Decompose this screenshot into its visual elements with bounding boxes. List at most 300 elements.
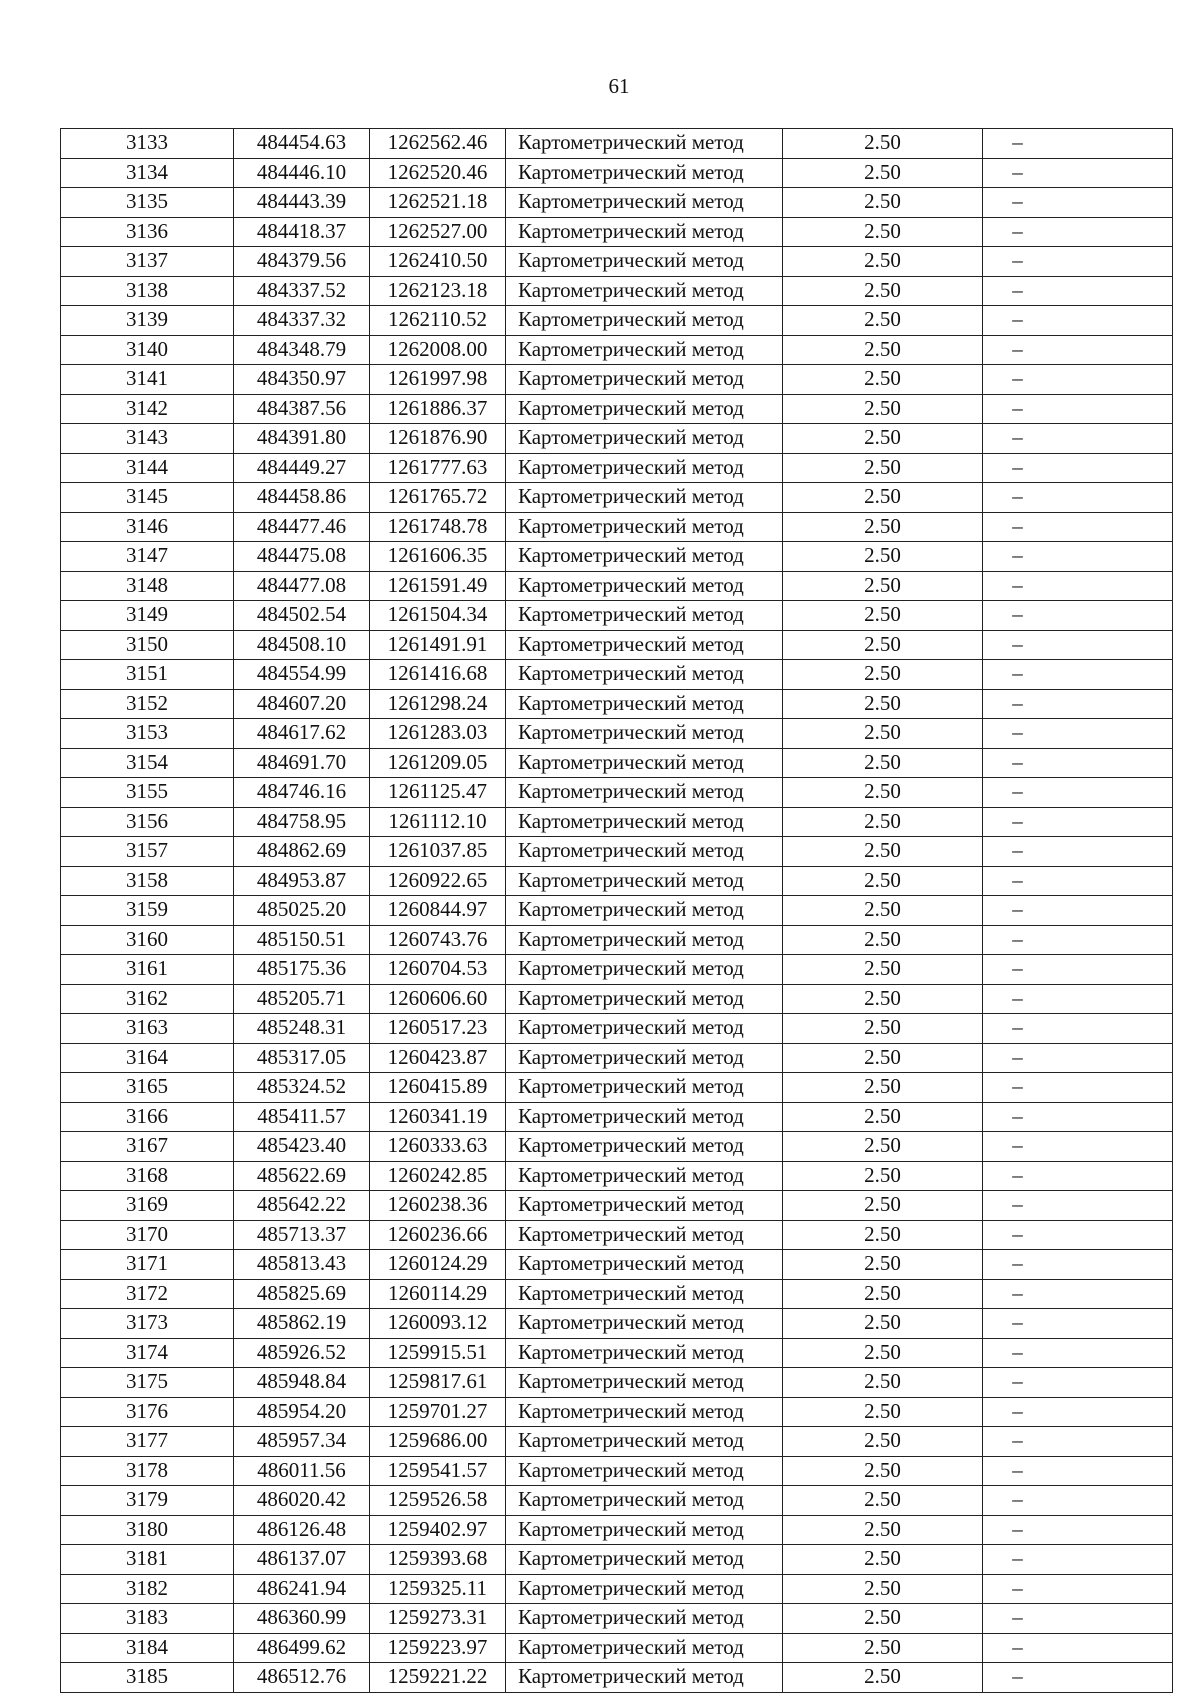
point-number-cell: 3158	[61, 866, 234, 896]
point-number-cell: 3145	[61, 483, 234, 513]
y-coordinate-cell: 1259223.97	[370, 1633, 506, 1663]
method-cell: Картометрический метод	[506, 837, 783, 867]
note-cell: –	[983, 1073, 1173, 1103]
point-number-cell: 3168	[61, 1161, 234, 1191]
table-row	[61, 1161, 1173, 1191]
method-cell: Картометрический метод	[506, 984, 783, 1014]
accuracy-cell: 2.50	[783, 158, 983, 188]
note-cell: –	[983, 1014, 1173, 1044]
note-cell: –	[983, 1545, 1173, 1575]
x-coordinate-cell: 484454.63	[234, 129, 370, 159]
point-number-cell: 3180	[61, 1515, 234, 1545]
table-row	[61, 335, 1173, 365]
x-coordinate-cell: 484391.80	[234, 424, 370, 454]
coordinates-table	[60, 128, 1173, 1693]
x-coordinate-cell: 484554.99	[234, 660, 370, 690]
method-cell: Картометрический метод	[506, 217, 783, 247]
y-coordinate-cell: 1260517.23	[370, 1014, 506, 1044]
note-cell: –	[983, 1663, 1173, 1693]
table-row	[61, 217, 1173, 247]
method-cell: Картометрический метод	[506, 1633, 783, 1663]
y-coordinate-cell: 1262008.00	[370, 335, 506, 365]
table-row	[61, 1545, 1173, 1575]
x-coordinate-cell: 485317.05	[234, 1043, 370, 1073]
method-cell: Картометрический метод	[506, 748, 783, 778]
point-number-cell: 3136	[61, 217, 234, 247]
table-row	[61, 1338, 1173, 1368]
method-cell: Картометрический метод	[506, 719, 783, 749]
note-cell: –	[983, 1338, 1173, 1368]
y-coordinate-cell: 1262527.00	[370, 217, 506, 247]
point-number-cell: 3165	[61, 1073, 234, 1103]
note-cell: –	[983, 1427, 1173, 1457]
note-cell: –	[983, 1279, 1173, 1309]
y-coordinate-cell: 1260743.76	[370, 925, 506, 955]
point-number-cell: 3166	[61, 1102, 234, 1132]
x-coordinate-cell: 484337.52	[234, 276, 370, 306]
accuracy-cell: 2.50	[783, 955, 983, 985]
point-number-cell: 3143	[61, 424, 234, 454]
y-coordinate-cell: 1261876.90	[370, 424, 506, 454]
accuracy-cell: 2.50	[783, 129, 983, 159]
method-cell: Картометрический метод	[506, 807, 783, 837]
x-coordinate-cell: 486499.62	[234, 1633, 370, 1663]
x-coordinate-cell: 485175.36	[234, 955, 370, 985]
accuracy-cell: 2.50	[783, 512, 983, 542]
point-number-cell: 3147	[61, 542, 234, 572]
y-coordinate-cell: 1262410.50	[370, 247, 506, 277]
note-cell: –	[983, 748, 1173, 778]
x-coordinate-cell: 486137.07	[234, 1545, 370, 1575]
method-cell: Картометрический метод	[506, 925, 783, 955]
table-row	[61, 837, 1173, 867]
table-row	[61, 453, 1173, 483]
accuracy-cell: 2.50	[783, 571, 983, 601]
note-cell: –	[983, 925, 1173, 955]
table-row	[61, 601, 1173, 631]
y-coordinate-cell: 1261606.35	[370, 542, 506, 572]
table-row	[61, 188, 1173, 218]
accuracy-cell: 2.50	[783, 1220, 983, 1250]
x-coordinate-cell: 485423.40	[234, 1132, 370, 1162]
point-number-cell: 3178	[61, 1456, 234, 1486]
point-number-cell: 3171	[61, 1250, 234, 1280]
table-row	[61, 483, 1173, 513]
method-cell: Картометрический метод	[506, 955, 783, 985]
note-cell: –	[983, 276, 1173, 306]
method-cell: Картометрический метод	[506, 1220, 783, 1250]
note-cell: –	[983, 542, 1173, 572]
note-cell: –	[983, 837, 1173, 867]
point-number-cell: 3172	[61, 1279, 234, 1309]
method-cell: Картометрический метод	[506, 542, 783, 572]
x-coordinate-cell: 485713.37	[234, 1220, 370, 1250]
accuracy-cell: 2.50	[783, 335, 983, 365]
note-cell: –	[983, 424, 1173, 454]
accuracy-cell: 2.50	[783, 601, 983, 631]
x-coordinate-cell: 485411.57	[234, 1102, 370, 1132]
note-cell: –	[983, 512, 1173, 542]
note-cell: –	[983, 217, 1173, 247]
table-row	[61, 1220, 1173, 1250]
table-row	[61, 1043, 1173, 1073]
method-cell: Картометрический метод	[506, 247, 783, 277]
y-coordinate-cell: 1261777.63	[370, 453, 506, 483]
point-number-cell: 3134	[61, 158, 234, 188]
table-row	[61, 748, 1173, 778]
accuracy-cell: 2.50	[783, 778, 983, 808]
method-cell: Картометрический метод	[506, 1604, 783, 1634]
point-number-cell: 3142	[61, 394, 234, 424]
y-coordinate-cell: 1260341.19	[370, 1102, 506, 1132]
method-cell: Картометрический метод	[506, 1338, 783, 1368]
table-row	[61, 955, 1173, 985]
method-cell: Картометрический метод	[506, 129, 783, 159]
y-coordinate-cell: 1261765.72	[370, 483, 506, 513]
accuracy-cell: 2.50	[783, 276, 983, 306]
method-cell: Картометрический метод	[506, 1132, 783, 1162]
y-coordinate-cell: 1259686.00	[370, 1427, 506, 1457]
point-number-cell: 3169	[61, 1191, 234, 1221]
point-number-cell: 3184	[61, 1633, 234, 1663]
y-coordinate-cell: 1261298.24	[370, 689, 506, 719]
method-cell: Картометрический метод	[506, 424, 783, 454]
table-row	[61, 1663, 1173, 1693]
y-coordinate-cell: 1260844.97	[370, 896, 506, 926]
x-coordinate-cell: 484502.54	[234, 601, 370, 631]
y-coordinate-cell: 1259325.11	[370, 1574, 506, 1604]
accuracy-cell: 2.50	[783, 866, 983, 896]
x-coordinate-cell: 486512.76	[234, 1663, 370, 1693]
x-coordinate-cell: 484862.69	[234, 837, 370, 867]
y-coordinate-cell: 1260238.36	[370, 1191, 506, 1221]
table-row	[61, 1279, 1173, 1309]
method-cell: Картометрический метод	[506, 276, 783, 306]
method-cell: Картометрический метод	[506, 1014, 783, 1044]
point-number-cell: 3175	[61, 1368, 234, 1398]
accuracy-cell: 2.50	[783, 1250, 983, 1280]
accuracy-cell: 2.50	[783, 1073, 983, 1103]
point-number-cell: 3183	[61, 1604, 234, 1634]
method-cell: Картометрический метод	[506, 483, 783, 513]
method-cell: Картометрический метод	[506, 571, 783, 601]
method-cell: Картометрический метод	[506, 1191, 783, 1221]
y-coordinate-cell: 1259817.61	[370, 1368, 506, 1398]
note-cell: –	[983, 1486, 1173, 1516]
note-cell: –	[983, 247, 1173, 277]
point-number-cell: 3174	[61, 1338, 234, 1368]
accuracy-cell: 2.50	[783, 1014, 983, 1044]
note-cell: –	[983, 1309, 1173, 1339]
y-coordinate-cell: 1260922.65	[370, 866, 506, 896]
accuracy-cell: 2.50	[783, 896, 983, 926]
x-coordinate-cell: 484446.10	[234, 158, 370, 188]
table-row	[61, 1073, 1173, 1103]
accuracy-cell: 2.50	[783, 719, 983, 749]
accuracy-cell: 2.50	[783, 925, 983, 955]
y-coordinate-cell: 1260333.63	[370, 1132, 506, 1162]
y-coordinate-cell: 1262562.46	[370, 129, 506, 159]
x-coordinate-cell: 484746.16	[234, 778, 370, 808]
note-cell: –	[983, 1456, 1173, 1486]
note-cell: –	[983, 719, 1173, 749]
accuracy-cell: 2.50	[783, 1309, 983, 1339]
method-cell: Картометрический метод	[506, 1250, 783, 1280]
method-cell: Картометрический метод	[506, 1102, 783, 1132]
y-coordinate-cell: 1259541.57	[370, 1456, 506, 1486]
point-number-cell: 3144	[61, 453, 234, 483]
note-cell: –	[983, 306, 1173, 336]
method-cell: Картометрический метод	[506, 1574, 783, 1604]
x-coordinate-cell: 485957.34	[234, 1427, 370, 1457]
x-coordinate-cell: 485642.22	[234, 1191, 370, 1221]
note-cell: –	[983, 1132, 1173, 1162]
y-coordinate-cell: 1260415.89	[370, 1073, 506, 1103]
x-coordinate-cell: 486360.99	[234, 1604, 370, 1634]
accuracy-cell: 2.50	[783, 365, 983, 395]
y-coordinate-cell: 1259273.31	[370, 1604, 506, 1634]
accuracy-cell: 2.50	[783, 1604, 983, 1634]
method-cell: Картометрический метод	[506, 1515, 783, 1545]
accuracy-cell: 2.50	[783, 1456, 983, 1486]
table-row	[61, 866, 1173, 896]
table-row	[61, 1014, 1173, 1044]
y-coordinate-cell: 1260093.12	[370, 1309, 506, 1339]
x-coordinate-cell: 486020.42	[234, 1486, 370, 1516]
method-cell: Картометрический метод	[506, 1309, 783, 1339]
point-number-cell: 3139	[61, 306, 234, 336]
table-row	[61, 394, 1173, 424]
note-cell: –	[983, 394, 1173, 424]
y-coordinate-cell: 1261491.91	[370, 630, 506, 660]
accuracy-cell: 2.50	[783, 1132, 983, 1162]
note-cell: –	[983, 1368, 1173, 1398]
x-coordinate-cell: 484418.37	[234, 217, 370, 247]
x-coordinate-cell: 484953.87	[234, 866, 370, 896]
note-cell: –	[983, 1250, 1173, 1280]
method-cell: Картометрический метод	[506, 630, 783, 660]
note-cell: –	[983, 630, 1173, 660]
table-row	[61, 689, 1173, 719]
note-cell: –	[983, 866, 1173, 896]
x-coordinate-cell: 485205.71	[234, 984, 370, 1014]
x-coordinate-cell: 486241.94	[234, 1574, 370, 1604]
table-row	[61, 1368, 1173, 1398]
y-coordinate-cell: 1261283.03	[370, 719, 506, 749]
y-coordinate-cell: 1260704.53	[370, 955, 506, 985]
point-number-cell: 3167	[61, 1132, 234, 1162]
x-coordinate-cell: 484458.86	[234, 483, 370, 513]
table-row	[61, 306, 1173, 336]
y-coordinate-cell: 1262520.46	[370, 158, 506, 188]
accuracy-cell: 2.50	[783, 984, 983, 1014]
y-coordinate-cell: 1261037.85	[370, 837, 506, 867]
accuracy-cell: 2.50	[783, 1515, 983, 1545]
method-cell: Картометрический метод	[506, 394, 783, 424]
accuracy-cell: 2.50	[783, 247, 983, 277]
method-cell: Картометрический метод	[506, 778, 783, 808]
table-row	[61, 512, 1173, 542]
table-row	[61, 984, 1173, 1014]
table-row	[61, 542, 1173, 572]
point-number-cell: 3170	[61, 1220, 234, 1250]
table-row	[61, 1309, 1173, 1339]
method-cell: Картометрический метод	[506, 1368, 783, 1398]
x-coordinate-cell: 485324.52	[234, 1073, 370, 1103]
method-cell: Картометрический метод	[506, 1043, 783, 1073]
x-coordinate-cell: 484617.62	[234, 719, 370, 749]
accuracy-cell: 2.50	[783, 1279, 983, 1309]
x-coordinate-cell: 484508.10	[234, 630, 370, 660]
note-cell: –	[983, 955, 1173, 985]
point-number-cell: 3156	[61, 807, 234, 837]
x-coordinate-cell: 485025.20	[234, 896, 370, 926]
method-cell: Картометрический метод	[506, 512, 783, 542]
method-cell: Картометрический метод	[506, 866, 783, 896]
note-cell: –	[983, 601, 1173, 631]
y-coordinate-cell: 1261125.47	[370, 778, 506, 808]
table-row	[61, 1102, 1173, 1132]
table-row	[61, 1397, 1173, 1427]
accuracy-cell: 2.50	[783, 453, 983, 483]
accuracy-cell: 2.50	[783, 689, 983, 719]
table-row	[61, 1633, 1173, 1663]
table-row	[61, 1132, 1173, 1162]
x-coordinate-cell: 484379.56	[234, 247, 370, 277]
point-number-cell: 3150	[61, 630, 234, 660]
x-coordinate-cell: 485825.69	[234, 1279, 370, 1309]
note-cell: –	[983, 188, 1173, 218]
x-coordinate-cell: 484691.70	[234, 748, 370, 778]
x-coordinate-cell: 484758.95	[234, 807, 370, 837]
note-cell: –	[983, 1191, 1173, 1221]
y-coordinate-cell: 1260124.29	[370, 1250, 506, 1280]
note-cell: –	[983, 1161, 1173, 1191]
x-coordinate-cell: 485248.31	[234, 1014, 370, 1044]
accuracy-cell: 2.50	[783, 1161, 983, 1191]
y-coordinate-cell: 1262110.52	[370, 306, 506, 336]
y-coordinate-cell: 1259393.68	[370, 1545, 506, 1575]
accuracy-cell: 2.50	[783, 1545, 983, 1575]
note-cell: –	[983, 1397, 1173, 1427]
point-number-cell: 3137	[61, 247, 234, 277]
note-cell: –	[983, 335, 1173, 365]
table-row	[61, 1486, 1173, 1516]
accuracy-cell: 2.50	[783, 424, 983, 454]
note-cell: –	[983, 1515, 1173, 1545]
x-coordinate-cell: 484477.46	[234, 512, 370, 542]
accuracy-cell: 2.50	[783, 1191, 983, 1221]
y-coordinate-cell: 1260606.60	[370, 984, 506, 1014]
point-number-cell: 3181	[61, 1545, 234, 1575]
point-number-cell: 3182	[61, 1574, 234, 1604]
accuracy-cell: 2.50	[783, 306, 983, 336]
note-cell: –	[983, 1574, 1173, 1604]
method-cell: Картометрический метод	[506, 1279, 783, 1309]
x-coordinate-cell: 486126.48	[234, 1515, 370, 1545]
x-coordinate-cell: 484350.97	[234, 365, 370, 395]
y-coordinate-cell: 1261112.10	[370, 807, 506, 837]
note-cell: –	[983, 896, 1173, 926]
method-cell: Картометрический метод	[506, 365, 783, 395]
x-coordinate-cell: 485150.51	[234, 925, 370, 955]
y-coordinate-cell: 1260423.87	[370, 1043, 506, 1073]
note-cell: –	[983, 778, 1173, 808]
table-row	[61, 129, 1173, 159]
method-cell: Картометрический метод	[506, 1456, 783, 1486]
accuracy-cell: 2.50	[783, 1338, 983, 1368]
point-number-cell: 3176	[61, 1397, 234, 1427]
note-cell: –	[983, 483, 1173, 513]
method-cell: Картометрический метод	[506, 1545, 783, 1575]
point-number-cell: 3140	[61, 335, 234, 365]
note-cell: –	[983, 365, 1173, 395]
x-coordinate-cell: 485948.84	[234, 1368, 370, 1398]
accuracy-cell: 2.50	[783, 188, 983, 218]
note-cell: –	[983, 1633, 1173, 1663]
point-number-cell: 3148	[61, 571, 234, 601]
table-row	[61, 1515, 1173, 1545]
point-number-cell: 3159	[61, 896, 234, 926]
accuracy-cell: 2.50	[783, 1574, 983, 1604]
point-number-cell: 3155	[61, 778, 234, 808]
table-row	[61, 1604, 1173, 1634]
table-row	[61, 365, 1173, 395]
accuracy-cell: 2.50	[783, 1368, 983, 1398]
table-row	[61, 1250, 1173, 1280]
method-cell: Картометрический метод	[506, 896, 783, 926]
accuracy-cell: 2.50	[783, 394, 983, 424]
note-cell: –	[983, 1604, 1173, 1634]
note-cell: –	[983, 660, 1173, 690]
note-cell: –	[983, 807, 1173, 837]
accuracy-cell: 2.50	[783, 1397, 983, 1427]
table-row	[61, 424, 1173, 454]
point-number-cell: 3149	[61, 601, 234, 631]
point-number-cell: 3153	[61, 719, 234, 749]
y-coordinate-cell: 1260114.29	[370, 1279, 506, 1309]
x-coordinate-cell: 485862.19	[234, 1309, 370, 1339]
x-coordinate-cell: 484348.79	[234, 335, 370, 365]
point-number-cell: 3163	[61, 1014, 234, 1044]
accuracy-cell: 2.50	[783, 1486, 983, 1516]
y-coordinate-cell: 1259221.22	[370, 1663, 506, 1693]
table-row	[61, 276, 1173, 306]
method-cell: Картометрический метод	[506, 306, 783, 336]
point-number-cell: 3179	[61, 1486, 234, 1516]
page-number: 61	[608, 74, 630, 98]
method-cell: Картометрический метод	[506, 689, 783, 719]
method-cell: Картометрический метод	[506, 188, 783, 218]
accuracy-cell: 2.50	[783, 483, 983, 513]
point-number-cell: 3162	[61, 984, 234, 1014]
y-coordinate-cell: 1259915.51	[370, 1338, 506, 1368]
method-cell: Картометрический метод	[506, 453, 783, 483]
method-cell: Картометрический метод	[506, 1073, 783, 1103]
point-number-cell: 3161	[61, 955, 234, 985]
accuracy-cell: 2.50	[783, 1102, 983, 1132]
method-cell: Картометрический метод	[506, 1427, 783, 1457]
y-coordinate-cell: 1261591.49	[370, 571, 506, 601]
y-coordinate-cell: 1261886.37	[370, 394, 506, 424]
point-number-cell: 3133	[61, 129, 234, 159]
y-coordinate-cell: 1259701.27	[370, 1397, 506, 1427]
note-cell: –	[983, 1102, 1173, 1132]
y-coordinate-cell: 1259526.58	[370, 1486, 506, 1516]
y-coordinate-cell: 1259402.97	[370, 1515, 506, 1545]
table-row	[61, 1574, 1173, 1604]
method-cell: Картометрический метод	[506, 158, 783, 188]
